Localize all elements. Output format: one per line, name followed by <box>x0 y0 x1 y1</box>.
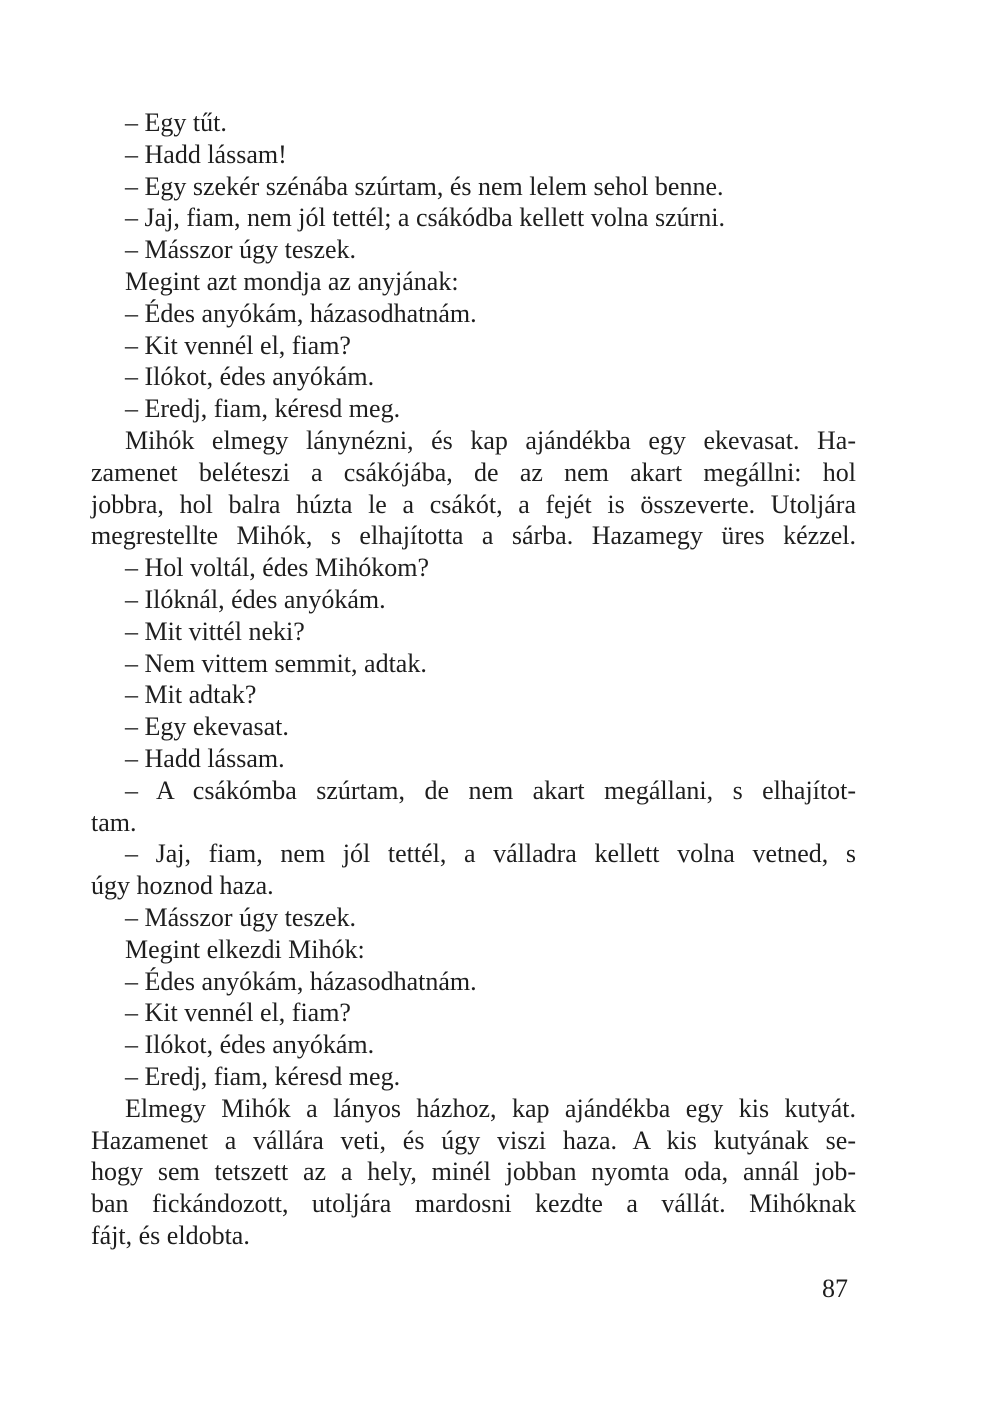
text-line: úgy hoznod haza. <box>91 871 274 901</box>
text-line: Megint azt mondja az anyjának: <box>125 266 459 296</box>
text-line: – Hol voltál, édes Mihókom? <box>125 553 430 583</box>
text-line: – Ilókot, édes anyókám. <box>125 362 375 392</box>
text-line: hogy sem tetszett az a hely, minél jobban nyomta oda, annál job- <box>91 1157 856 1187</box>
text-line: – Jaj, fiam, nem jól tettél; a csákódba kellett volna szúrni. <box>125 203 725 233</box>
text-line: – Ilóknál, édes anyókám. <box>125 584 386 614</box>
page-number: 87 <box>822 1274 848 1303</box>
text-line: – Hadd lássam. <box>125 743 285 773</box>
text-line: – Egy ekevasat. <box>125 712 289 742</box>
text-line: – Mit vittél neki? <box>125 616 305 646</box>
text-line: – Mit adtak? <box>125 680 257 710</box>
text-line: jobbra, hol balra húzta le a csákót, a fejét is összeverte. Utoljára <box>91 489 856 519</box>
text-line: fájt, és eldobta. <box>91 1220 250 1250</box>
text-line: – Eredj, fiam, kéresd meg. <box>125 1061 401 1091</box>
text-line: – Másszor úgy teszek. <box>125 902 357 932</box>
text-line: – Ilókot, édes anyókám. <box>125 1030 375 1060</box>
text-line: megrestellte Mihók, s elhajította a sárba. Hazamegy üres kézzel. <box>91 521 856 551</box>
text-line: – Édes anyókám, házasodhatnám. <box>125 298 477 328</box>
text-line: – Egy szekér szénába szúrtam, és nem lelem sehol benne. <box>125 171 724 201</box>
text-line: ban fickándozott, utoljára mardosni kezdte a vállát. Mihóknak <box>91 1189 856 1219</box>
text-line: – Jaj, fiam, nem jól tettél, a válladra kellett volna vetned, s <box>125 839 856 869</box>
text-line: – Hadd lássam! <box>125 139 287 169</box>
page-body <box>91 107 856 1252</box>
text-line: – Egy tűt. <box>125 108 227 137</box>
text-line: tam. <box>91 807 137 837</box>
text-line: zamenet beléteszi a csákójába, de az nem akart megállni: hol <box>91 457 856 487</box>
text-line: – Kit vennél el, fiam? <box>125 998 351 1028</box>
text-line: Elmegy Mihók a lányos házhoz, kap ajándékba egy kis kutyát. <box>125 1093 856 1123</box>
text-line: – Nem vittem semmit, adtak. <box>125 648 427 678</box>
text-line: – Másszor úgy teszek. <box>125 235 357 265</box>
text-line: – Eredj, fiam, kéresd meg. <box>125 394 401 424</box>
text-line: Hazamenet a vállára veti, és úgy viszi haza. A kis kutyának se- <box>91 1125 856 1155</box>
text-line: – A csákómba szúrtam, de nem akart megállani, s elhajítot- <box>125 775 856 805</box>
text-line: Mihók elmegy lánynézni, és kap ajándékba egy ekevasat. Ha- <box>125 425 856 455</box>
text-line: Megint elkezdi Mihók: <box>125 934 365 964</box>
text-line: – Édes anyókám, házasodhatnám. <box>125 966 477 996</box>
text-line: – Kit vennél el, fiam? <box>125 330 351 360</box>
